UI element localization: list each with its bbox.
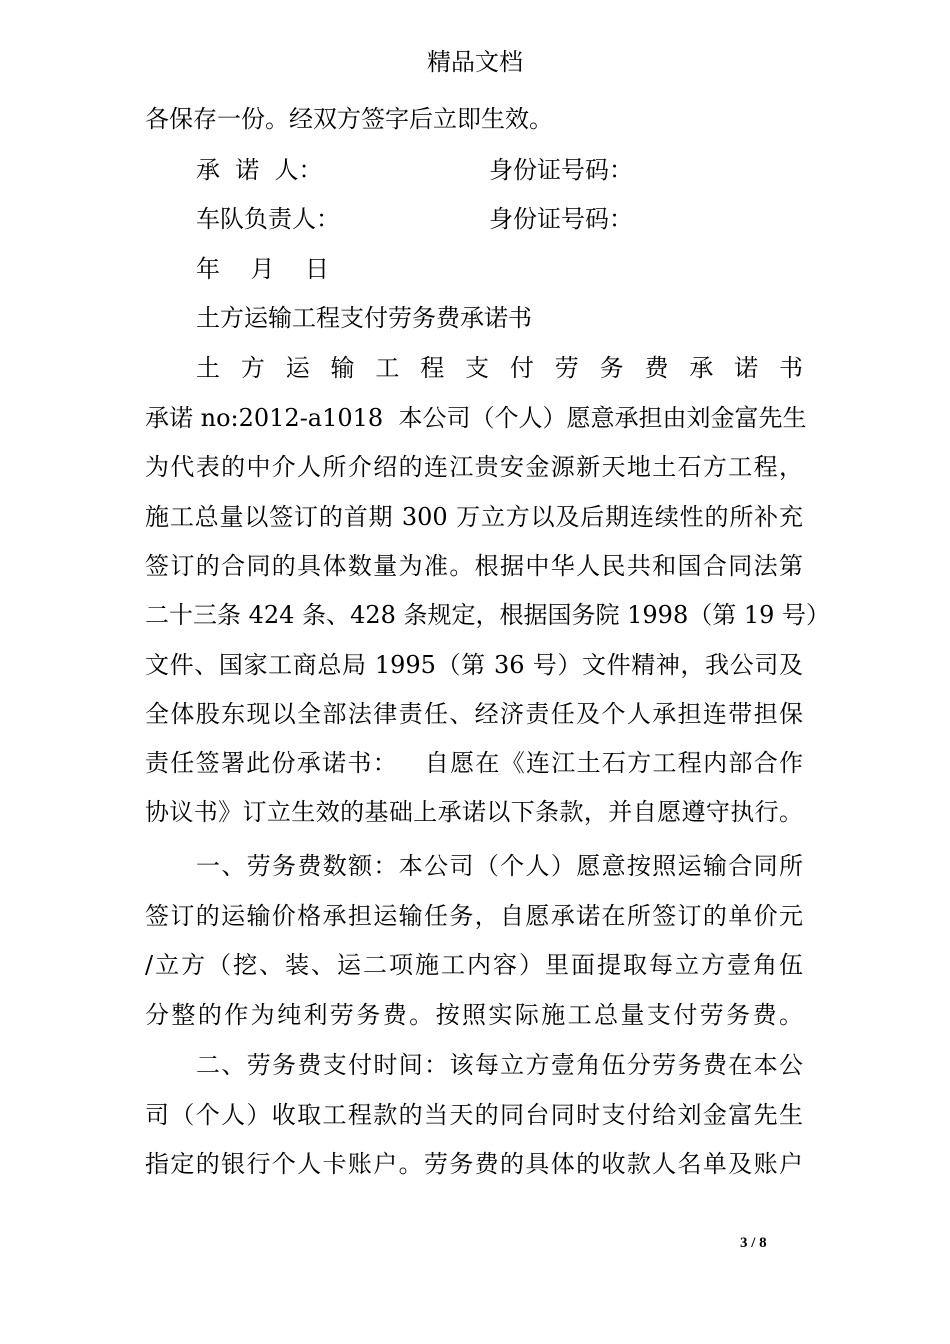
- spaced-title-char: 书: [778, 354, 803, 382]
- page-header-title: 精品文档: [427, 48, 523, 76]
- text-line: 司（个人）收取工程款的当天的同台同时支付给刘金富先生: [145, 1100, 803, 1129]
- text-line: 责任签署此份承诺书： 自愿在《连江土石方工程内部合作: [145, 749, 803, 778]
- date-label: 年 月 日: [196, 255, 330, 283]
- intro-line: 各保存一份。经双方签字后立即生效。: [145, 105, 553, 133]
- document-title-line: 土方运输工程支付劳务费承诺书: [196, 304, 532, 332]
- text-line: 协议书》订立生效的基础上承诺以下条款，并自愿遵守执行。: [145, 798, 803, 827]
- text-line: 承诺 no:2012-a1018 本公司（个人）愿意承担由刘金富先生: [145, 404, 807, 432]
- text-line: 一、劳务费数额：本公司（个人）愿意按照运输合同所: [196, 852, 803, 880]
- text-line: 指定的银行个人卡账户。劳务费的具体的收款人名单及账户: [145, 1150, 803, 1178]
- spaced-title-char: 运: [285, 354, 310, 382]
- text-line: 签订的运输价格承担运输任务，自愿承诺在所签订的单价元: [145, 901, 803, 930]
- spaced-title-char: 输: [330, 354, 355, 382]
- text-line: 全体股东现以全部法律责任、经济责任及个人承担连带担保: [145, 699, 803, 728]
- spaced-title-char: 务: [599, 354, 624, 382]
- spaced-title-char: 方: [240, 354, 265, 382]
- page-number: 3 / 8: [740, 1235, 767, 1251]
- text-line: 二、劳务费支付时间：该每立方壹角伍分劳务费在本公: [196, 1051, 803, 1079]
- leader-id-label: 身份证号码：: [489, 205, 633, 233]
- spaced-title-char: 诺: [734, 354, 759, 382]
- leader-label: 车队负责人：: [196, 205, 340, 233]
- text-line: 二十三条 424 条、428 条规定，根据国务院 1998（第 19 号）: [145, 601, 831, 630]
- spaced-title-char: 土: [196, 354, 220, 382]
- text-line: 施工总量以签订的首期 300 万立方以及后期连续性的所补充: [145, 502, 803, 531]
- spaced-title-char: 支: [465, 354, 490, 382]
- text-line: /立方（挖、装、运二项施工内容）里面提取每立方壹角伍: [145, 951, 803, 979]
- promisor-id-label: 身份证号码：: [489, 156, 633, 184]
- text-line: 为代表的中介人所介绍的连江贵安金源新天地土石方工程，: [145, 453, 803, 482]
- promisor-label: 承 诺 人：: [196, 156, 323, 184]
- spaced-title-char: 付: [509, 354, 534, 382]
- spaced-title-char: 程: [420, 354, 445, 382]
- spaced-title-char: 工: [375, 354, 400, 382]
- spaced-title-char: 费: [644, 354, 669, 382]
- text-line: 分整的作为纯利劳务费。按照实际施工总量支付劳务费。: [145, 1000, 803, 1029]
- spaced-title-char: 劳: [554, 354, 579, 382]
- text-line: 签订的合同的具体数量为准。根据中华人民共和国合同法第: [145, 551, 803, 580]
- text-line: 文件、国家工商总局 1995（第 36 号）文件精神，我公司及: [145, 650, 803, 679]
- spaced-title: [196, 350, 803, 386]
- spaced-title-char: 承: [689, 354, 714, 382]
